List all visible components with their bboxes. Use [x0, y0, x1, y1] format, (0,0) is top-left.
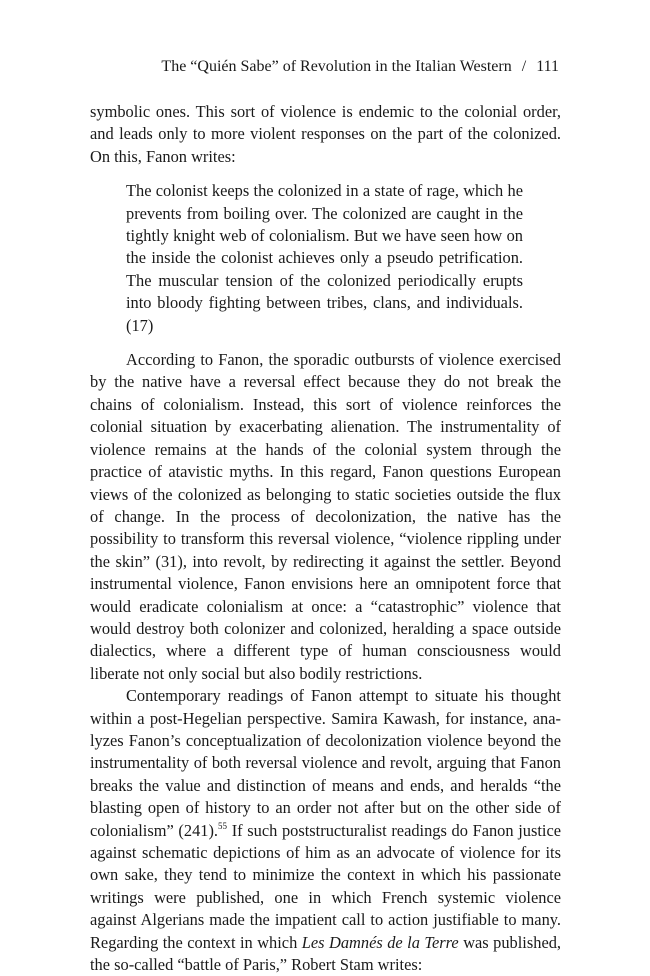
paragraph-text-part: If such poststructuralist readings do Fanon justice against schematic depictions of him as an advocate of violence for its own sake, they tend to minimize the context in which his passionate writings were published, one in which French systemic violence against Algerians made the impatient call to action justifiable to many. Regarding the context in which: [90, 820, 562, 952]
running-head-separator: /: [521, 58, 527, 75]
paragraph-text-part: was published, the so-called “battle of Paris,” Robert Stam writes:: [90, 932, 562, 975]
paragraph-text-part: Contemporary readings of Fanon attempt to situate his thought within a post-Hegelian perspective. Samira Kawash, for instance, analyzes Fanon’s conceptualization of decolonization violence beyond the instrumentality of both reversal violence and revolt, arguing that Fanon breaks the value and distinction of means and ends, and heralds “the blasting open of history to an order not after but on the other side of colonialism” (241).: [90, 686, 561, 840]
paragraph-continued: symbolic ones. This sort of violence is endemic to the colonial order, and leads only to more violent responses on the part of the colonized. On this, Fanon writes:: [90, 102, 561, 166]
block-quote: The colonist keeps the colonized in a state of rage, which he prevents from boiling over. The colonized are caught in the tightly knight web of colonialism. But we have seen how on the inside the colonist achieves only a pseudo petrification. The muscular tension of the colonized periodically erupts into bloody fighting between tribes, clans, and individuals. (17): [126, 181, 523, 335]
paragraph-fanon-reversal: According to Fanon, the sporadic outbursts of violence exercised by the native have a reversal effect because they do not break the chains of colonialism. Instead, this sort of violence reinforces the colonial situation by exacerbating alienation. The instrumentality of violence remains at the hands of the colonial system through the practice of atavistic myths. In this regard, Fanon questions European views of the colonized as belonging to static societies outside the flux of change. In the process of decolonization, the native has the possibility to transform this reversal violence, “violence rippling under the skin” (31), into revolt, by redirecting it against the settler. Beyond instrumental violence, Fanon envisions here an omnipotent force that would eradicate colonialism at once: a “catastrophic” violence that would destroy both colonizer and colonized, heralding a space outside dialectics, where a different type of human consciousness would liberate not only social but also bodily restrictions.: [90, 350, 561, 683]
running-head: [90, 57, 559, 77]
body-text: [90, 101, 561, 976]
footnote-marker[interactable]: 55: [218, 820, 228, 831]
book-title: Les Damnés de la Terre: [301, 932, 459, 952]
page-number: 111: [536, 58, 559, 75]
paragraph-contemporary-readings: [90, 685, 561, 976]
running-head-title: The “Quién Sabe” of Revolution in the Italian Western: [161, 58, 512, 75]
